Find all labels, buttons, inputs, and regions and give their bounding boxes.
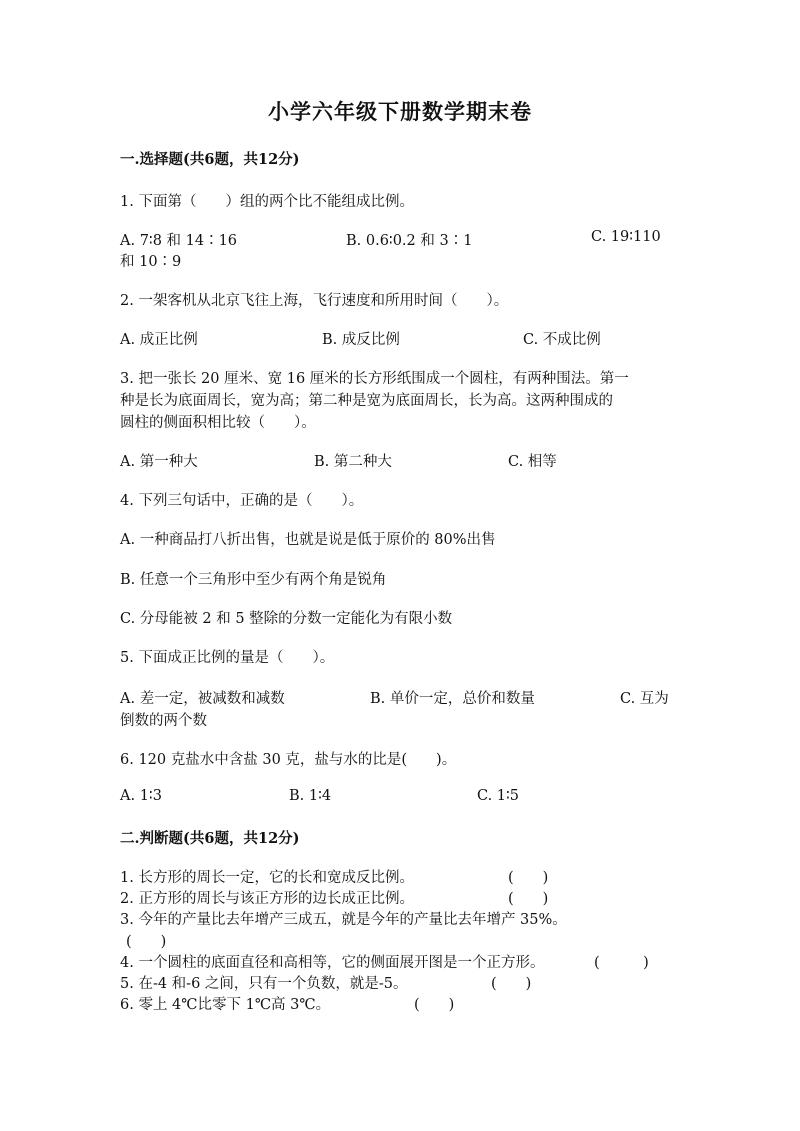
judge-item-2-paren: ( ) — [508, 891, 549, 907]
judge-item-3-paren: ( ) — [126, 934, 167, 950]
question-5-stem: 5. 下面成正比例的量是（ ）。 — [120, 650, 335, 666]
question-1-option-b: B. 0.6∶0.2 和 3∶1 — [346, 233, 473, 249]
question-2-option-a: A. 成正比例 — [120, 332, 198, 348]
question-3-line-1: 3. 把一张长 20 厘米、宽 16 厘米的长方形纸围成一个圆柱，有两种围法。第一 — [120, 371, 629, 387]
exam-title: 小学六年级下册数学期末卷 — [268, 99, 532, 124]
question-4-option-a: A. 一种商品打八折出售，也就是说是低于原价的 80%出售 — [120, 532, 496, 548]
question-1-stem: 1. 下面第（ ）组的两个比不能组成比例。 — [120, 194, 414, 210]
question-3-option-a: A. 第一种大 — [120, 454, 198, 470]
question-3-line-3: 圆柱的侧面积相比较（ ）。 — [120, 415, 316, 431]
question-6-option-b: B. 1∶4 — [289, 788, 332, 804]
judge-item-2-text: 2. 正方形的周长与该正方形的边长成正比例。 — [120, 891, 414, 907]
question-1-option-c: C. 19∶110 — [591, 229, 661, 245]
question-2-option-c: C. 不成比例 — [523, 332, 601, 348]
section-heading-choice: 一.选择题(共6题，共12分) — [120, 151, 300, 168]
question-2-option-b: B. 成反比例 — [322, 332, 400, 348]
section-heading-judge: 二.判断题(共6题，共12分) — [120, 830, 300, 847]
question-5-option-c-cont: 倒数的两个数 — [120, 713, 207, 729]
judge-item-1-text: 1. 长方形的周长一定，它的长和宽成反比例。 — [120, 870, 414, 886]
question-1-option-a: A. 7∶8 和 14∶16 — [120, 233, 238, 249]
question-1-option-c-cont: 和 10∶9 — [120, 254, 182, 270]
question-5-option-b: B. 单价一定，总价和数量 — [370, 691, 535, 707]
judge-item-4-paren: ( ) — [594, 955, 649, 971]
question-5-option-c: C. 互为 — [620, 691, 669, 707]
judge-item-5-text: 5. 在-4 和-6 之间，只有一个负数，就是-5。 — [120, 976, 408, 992]
question-4-option-b: B. 任意一个三角形中至少有两个角是锐角 — [120, 572, 387, 588]
judge-item-1-paren: ( ) — [508, 870, 549, 886]
question-5-option-a: A. 差一定，被减数和减数 — [120, 691, 285, 707]
question-4-option-c: C. 分母能被 2 和 5 整除的分数一定能化为有限小数 — [120, 611, 453, 627]
judge-item-6-text: 6. 零上 4℃比零下 1℃高 3℃。 — [120, 997, 331, 1013]
question-6-option-a: A. 1∶3 — [120, 788, 162, 804]
judge-item-4-text: 4. 一个圆柱的底面直径和高相等，它的侧面展开图是一个正方形。 — [120, 955, 545, 971]
judge-item-5-paren: ( ) — [491, 976, 532, 992]
question-3-option-c: C. 相等 — [508, 454, 557, 470]
judge-item-3-text: 3. 今年的产量比去年增产三成五，就是今年的产量比去年增产 35%。 — [120, 912, 567, 928]
question-6-stem: 6. 120 克盐水中含盐 30 克，盐与水的比是( )。 — [120, 752, 457, 768]
question-3-line-2: 种是长为底面周长，宽为高；第二种是宽为底面周长，长为高。这两种围成的 — [120, 393, 613, 409]
question-4-stem: 4. 下列三句话中，正确的是（ ）。 — [120, 493, 364, 509]
question-6-option-c: C. 1∶5 — [477, 788, 520, 804]
question-3-option-b: B. 第二种大 — [314, 454, 392, 470]
question-2-stem: 2. 一架客机从北京飞往上海，飞行速度和所用时间（ ）。 — [120, 293, 509, 309]
judge-item-6-paren: ( ) — [414, 997, 455, 1013]
